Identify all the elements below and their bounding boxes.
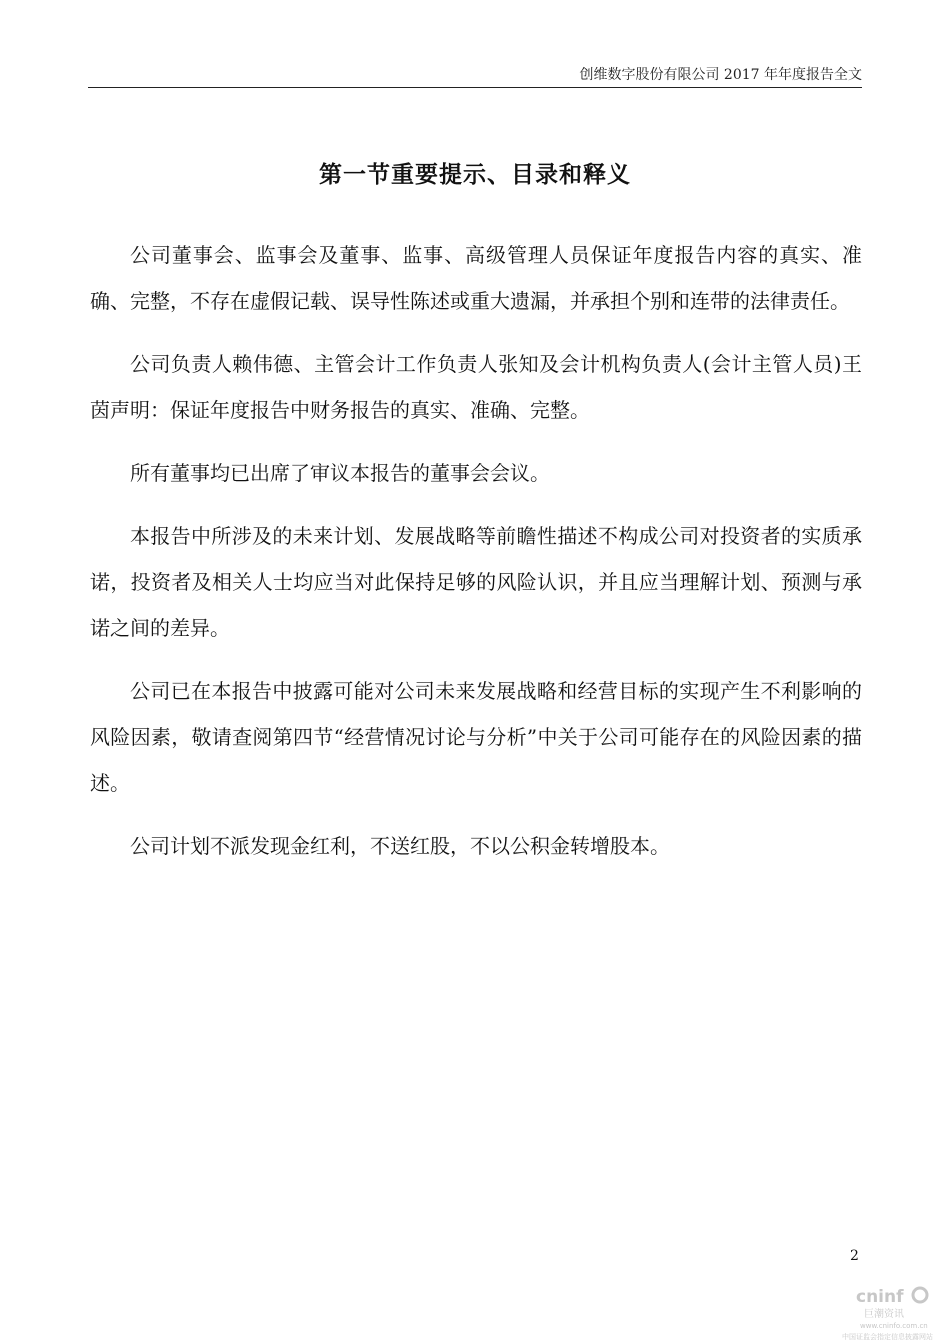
svg-text:中国证监会指定信息披露网站: 中国证监会指定信息披露网站 bbox=[842, 1333, 933, 1341]
paragraph-dividend-plan: 公司计划不派发现金红利，不送红股，不以公积金转增股本。 bbox=[130, 834, 670, 858]
paragraph-financial-statement: 公司负责人赖伟德、主管会计工作负责人张知及会计机构负责人(会计主管人员)王茵声明：保证年度报告中财务报告的真实、准确、完整。 bbox=[90, 352, 862, 422]
section-title: 第一节重要提示、目录和释义 bbox=[319, 162, 631, 188]
svg-text:巨潮资讯: 巨潮资讯 bbox=[864, 1309, 904, 1320]
svg-text:www.cninfo.com.cn: www.cninfo.com.cn bbox=[860, 1322, 928, 1330]
cninfo-watermark-logo bbox=[838, 1280, 948, 1342]
paragraph-board-attendance: 所有董事均已出席了审议本报告的董事会会议。 bbox=[130, 461, 550, 485]
page-number: 2 bbox=[850, 1248, 859, 1264]
running-header: 创维数字股份有限公司 2017 年年度报告全文 bbox=[579, 67, 862, 83]
paragraph-risk-factors: 公司已在本报告中披露可能对公司未来发展战略和经营目标的实现产生不利影响的风险因素，敬请查阅第四节“经营情况讨论与分析”中关于公司可能存在的风险因素的描述。 bbox=[90, 679, 862, 795]
header-rule bbox=[88, 87, 862, 88]
paragraph-forward-looking: 本报告中所涉及的未来计划、发展战略等前瞻性描述不构成公司对投资者的实质承诺，投资者及相关人士均应当对此保持足够的风险认识，并且应当理解计划、预测与承诺之间的差异。 bbox=[90, 524, 862, 640]
svg-text:cninf: cninf bbox=[856, 1287, 904, 1307]
body-text bbox=[90, 232, 862, 886]
paragraph-responsibility: 公司董事会、监事会及董事、监事、高级管理人员保证年度报告内容的真实、准确、完整，不存在虚假记载、误导性陈述或重大遗漏，并承担个别和连带的法律责任。 bbox=[90, 243, 862, 313]
